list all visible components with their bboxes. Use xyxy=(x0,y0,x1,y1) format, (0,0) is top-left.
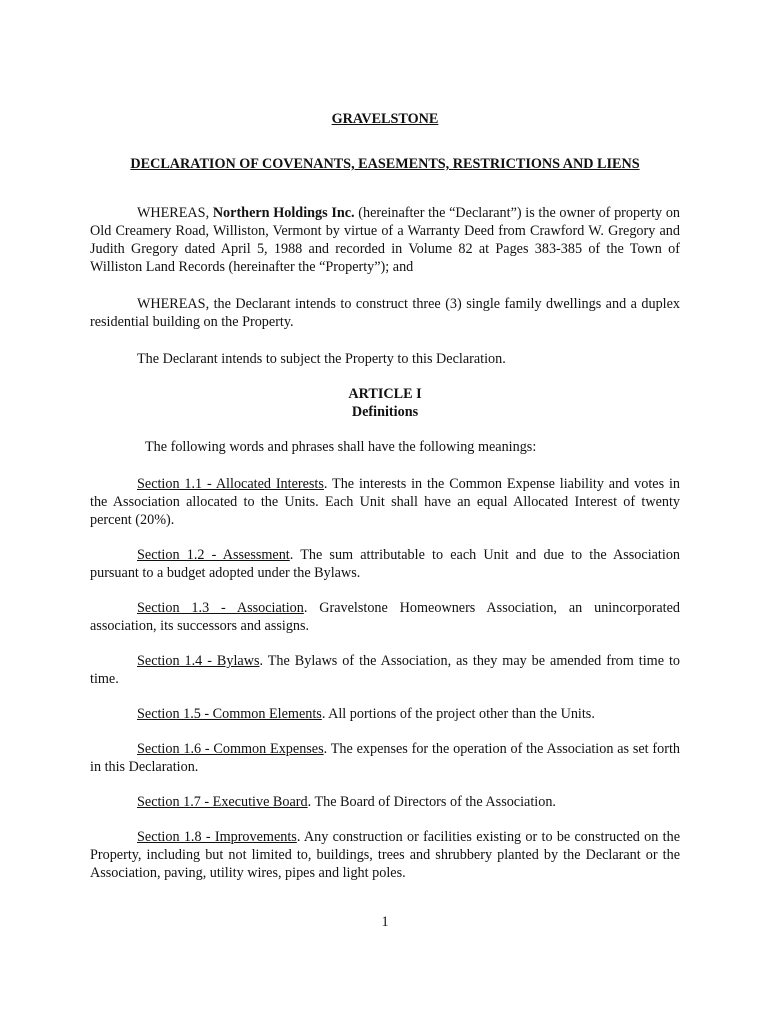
section-text: . The Bylaws of the Association, as they may be amended from time to time. xyxy=(90,653,680,687)
declaration-title: DECLARATION OF COVENANTS, EASEMENTS, RESTRICTIONS AND LIENS xyxy=(130,156,640,172)
article-subheading: Definitions xyxy=(351,404,419,420)
whereas-paragraph-1 xyxy=(90,204,680,276)
section-text: . Any construction or facilities existing or to be constructed on the Property, including but not limited to, buildings, trees and shrubbery planted by the Declarant or the Association, paving, utility wires, pipes and light poles. xyxy=(90,829,680,881)
section-label: Section 1.6 - Common Expenses xyxy=(137,741,324,757)
section-label: Section 1.5 - Common Elements xyxy=(137,706,322,722)
section-text: . All portions of the project other than the Units. xyxy=(321,706,595,722)
whereas-1-text: (hereinafter the “Declarant”) is the owner of property on Old Creamery Road, Williston, Vermont by virtue of a Warranty Deed from Crawford W. Gregory and Judith Gregory dated April 5, 1988 and recorded in Volume 82 at Pages 383-385 of the Town of Williston Land Records (hereinafter the “Property”); and xyxy=(90,205,681,275)
whereas-paragraph-2: WHEREAS, the Declarant intends to construct three (3) single family dwellings and a duplex residential building on the Property. xyxy=(90,296,680,330)
section-label: Section 1.7 - Executive Board xyxy=(137,794,308,810)
section-text: . The Board of Directors of the Association. xyxy=(307,794,556,810)
section-label: Section 1.3 - Association xyxy=(137,600,304,616)
document-title: GRAVELSTONE xyxy=(331,111,439,127)
section-label: Section 1.2 - Assessment xyxy=(137,547,290,563)
definitions-intro: The following words and phrases shall have the following meanings: xyxy=(145,439,537,455)
section-1-8 xyxy=(90,828,680,882)
whereas-lead: WHEREAS, xyxy=(137,205,213,221)
declarant-name: Northern Holdings Inc. xyxy=(212,205,355,221)
section-text: . The sum attributable to each Unit and due to the Association pursuant to a budget adopted under the Bylaws. xyxy=(90,547,681,581)
section-text: . The expenses for the operation of the Association as set forth in this Declaration. xyxy=(90,741,681,775)
section-text: . Gravelstone Homeowners Association, an unincorporated association, its successors and assigns. xyxy=(90,600,680,634)
section-1-2 xyxy=(90,546,680,582)
section-1-7 xyxy=(90,793,680,811)
section-label: Section 1.4 - Bylaws xyxy=(137,653,260,669)
section-1-3 xyxy=(90,599,680,635)
section-label: Section 1.8 - Improvements xyxy=(137,829,297,845)
section-1-4 xyxy=(90,652,680,688)
section-1-6 xyxy=(90,740,680,776)
section-text: . The interests in the Common Expense liability and votes in the Association allocated to the Units. Each Unit shall have an equal Allocated Interest of twenty percent (20%). xyxy=(90,476,680,528)
subject-paragraph: The Declarant intends to subject the Property to this Declaration. xyxy=(137,351,506,367)
page-number: 1 xyxy=(381,914,389,930)
section-1-1 xyxy=(90,475,680,529)
section-label: Section 1.1 - Allocated Interests xyxy=(137,476,324,492)
section-1-5 xyxy=(90,705,680,723)
document-page xyxy=(90,110,680,882)
article-heading: ARTICLE I xyxy=(348,386,422,402)
